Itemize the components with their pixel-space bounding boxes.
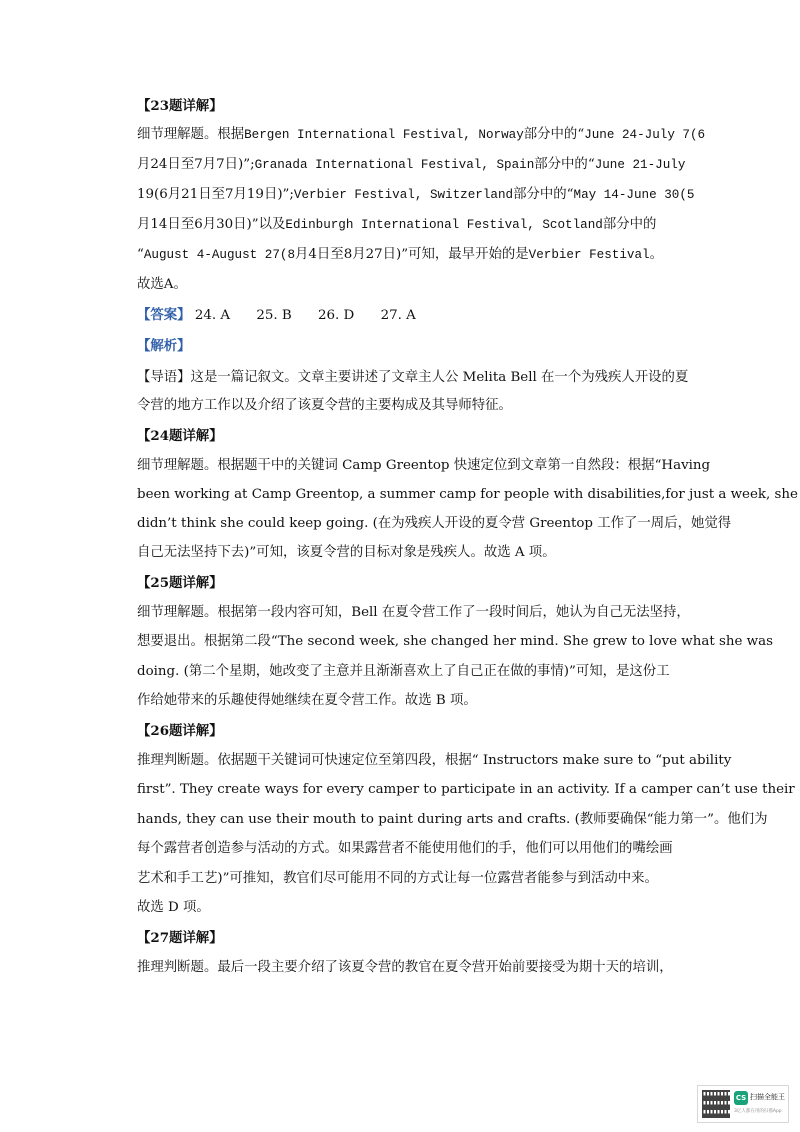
q24-line-1: 细节理解题。根据题干中的关键词 Camp Greentop 快速定位到文章第一自然段：根据“Having [137, 458, 711, 473]
watermark-title: 扫描全能王 [750, 1093, 785, 1101]
answers-row [137, 305, 416, 326]
q27-line-1: 推理判断题。最后一段主要介绍了该夏令营的教官在夏令营开始前要接受为期十天的培训， [137, 960, 673, 975]
q25-line-3: doing. (第二个星期，她改变了主意并且渐渐喜欢上了自己正在做的事情)”可知，是这份工 [137, 664, 670, 679]
q26-line-2: first”. They create ways for every camper to participate in an activity. If a camper can’t use their [137, 782, 795, 797]
q24-line-4: 自己无法坚持下去)”可知，该夏令营的目标对象是残疾人。故选 A 项。 [137, 545, 556, 560]
q23-line-4: 月14日至6月30日)”以及Edinburgh International Festival, Scotland部分中的 [137, 217, 657, 232]
scanner-watermark [697, 1085, 789, 1123]
answer-26: 26. D [318, 308, 355, 323]
q23-line-5: “August 4-August 27(8月4日至8月27日)”可知，最早开始的是Verbier Festival。 [137, 247, 663, 262]
answer-27: 27. A [380, 308, 416, 323]
q24-line-3: didn’t think she could keep going. (在为残疾人开设的夏令营 Greentop 工作了一周后，她觉得 [137, 516, 732, 531]
q23-heading: 【23题详解】 [137, 98, 223, 114]
guide-line-1: 【导语】这是一篇记叙文。文章主要讲述了文章主人公 Melita Bell 在一个为残疾人开设的夏 [137, 370, 689, 385]
q23-line-6: 故选A。 [137, 277, 187, 292]
q25-line-2: 想要退出。根据第二段“The second week, she changed her mind. She grew to love what she was [137, 634, 773, 649]
q25-heading: 【25题详解】 [137, 575, 223, 591]
q26-line-4: 每个露营者创造参与活动的方式。如果露营者不能使用他们的手，他们可以用他们的嘴绘画 [137, 841, 673, 856]
q26-line-5: 艺术和手工艺)”可推知，教官们尽可能用不同的方式让每一位露营者能参与到活动中来。 [137, 871, 658, 886]
q26-heading: 【26题详解】 [137, 723, 223, 739]
q25-line-4: 作给她带来的乐趣使得她继续在夏令营工作。故选 B 项。 [137, 693, 477, 708]
q23-line-3: 19(6月21日至7月19日)”;Verbier Festival, Switzerland部分中的“May 14-June 30(5 [137, 187, 695, 202]
camscanner-logo-icon: CS [734, 1091, 748, 1105]
q23-line-1: 细节理解题。根据Bergen International Festival, Norway部分中的“June 24-July 7(6 [137, 127, 706, 142]
q23-line-2: 月24日至7月7日)”;Granada International Festival, Spain部分中的“June 21-July [137, 157, 686, 172]
q26-line-3: hands, they can use their mouth to paint during arts and crafts. (教师要确保“能力第一”。他们为 [137, 812, 768, 827]
analysis-label: 【解析】 [137, 338, 191, 354]
q26-line-6: 故选 D 项。 [137, 900, 210, 915]
guide-line-2: 令营的地方工作以及介绍了该夏令营的主要构成及其导师特征。 [137, 398, 512, 413]
answer-25: 25. B [256, 308, 292, 323]
q24-line-2: been working at Camp Greentop, a summer camp for people with disabilities,for just a week, she [137, 487, 798, 502]
q25-line-1: 细节理解题。根据第一段内容可知，Bell 在夏令营工作了一段时间后，她认为自己无法坚持， [137, 605, 690, 620]
answer-24: 24. A [194, 308, 231, 323]
q26-line-1: 推理判断题。依据题干关键词可快速定位至第四段，根据“ Instructors make sure to “put ability [137, 753, 732, 768]
answers-label: 【答案】 [137, 307, 191, 323]
q27-heading: 【27题详解】 [137, 930, 223, 946]
qr-code-icon [702, 1090, 730, 1118]
q24-heading: 【24题详解】 [137, 428, 223, 444]
watermark-subtitle: 3亿人都在用的扫描App [734, 1109, 782, 1114]
